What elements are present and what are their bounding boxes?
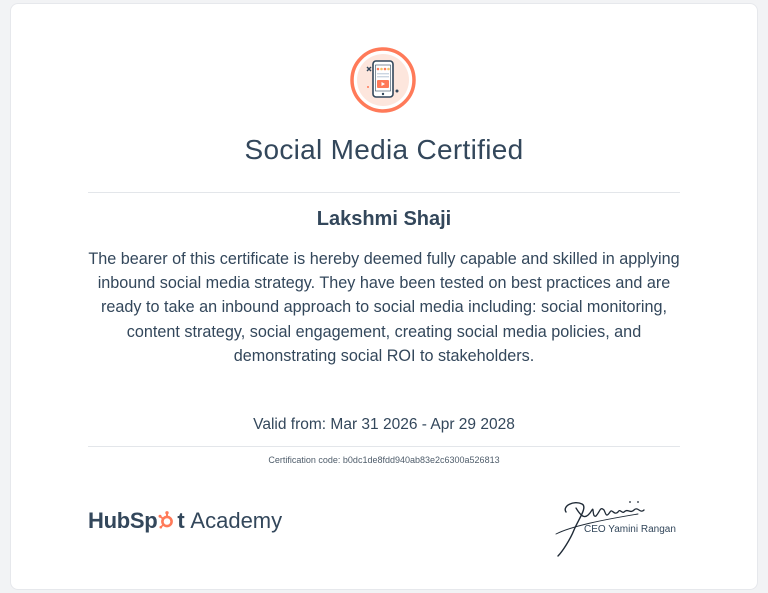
divider-bottom — [88, 446, 680, 447]
social-media-phone-badge-icon — [350, 47, 416, 113]
logo-text-academy: Academy — [190, 508, 283, 533]
signature-caption: CEO Yamini Rangan — [584, 524, 676, 535]
recipient-name: Lakshmi Shaji — [316, 208, 452, 230]
logo-text-t: t — [177, 508, 185, 533]
hubspot-sprocket-icon — [158, 511, 176, 529]
certificate-title: Social Media Certified — [244, 134, 524, 165]
certification-code: Certification code: b0dc1de8fdd940ab83e2c6300a526813 — [268, 455, 500, 465]
certificate-description: The bearer of this certificate is hereby deemed fully capable and skilled in applying inbound social media strategy. They have been tested on best practices and are ready to take an inbound approach to social media including: social monitoring, content strategy, social engagement, creating social media policies, and demonstrating social ROI to stakeholders. — [88, 250, 680, 365]
hubspot-academy-logo — [88, 504, 282, 538]
validity-dates: Valid from: Mar 31 2026 - Apr 29 2028 — [253, 416, 515, 433]
divider-top — [88, 192, 680, 193]
logo-text-hubsp: HubSp — [88, 508, 158, 533]
